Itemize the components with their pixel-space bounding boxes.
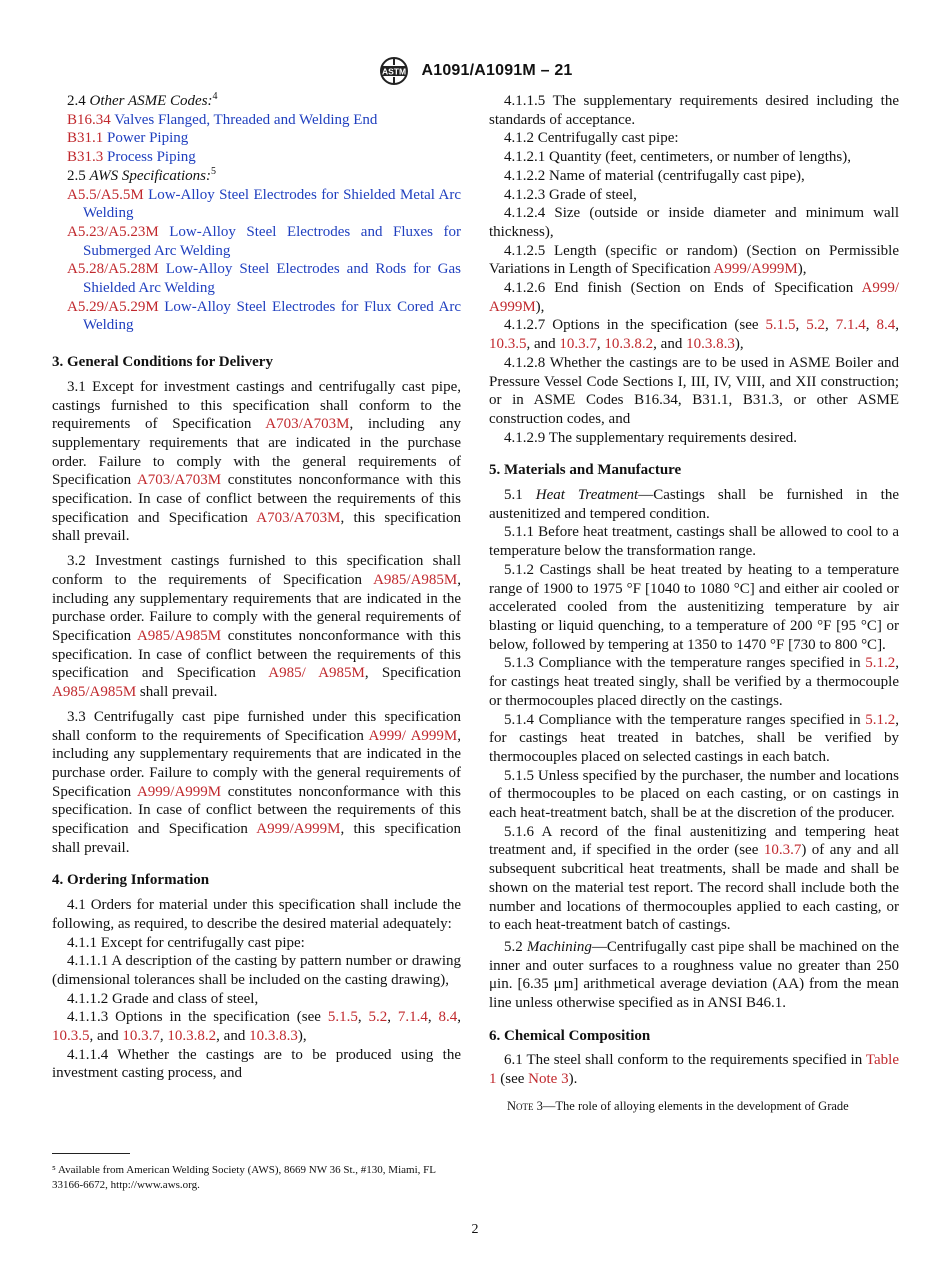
para-5-1: 5.1 Heat Treatment—Castings shall be furnished in the austenitized and tempered condition.: [489, 487, 899, 522]
para-5-1-5: 5.1.5 Unless specified by the purchaser, the number and locations of thermocouples to be placed on each casting, or on castings in each heat-treatment batch, shall be at the discretion of the producer.: [489, 767, 899, 822]
para-4-1-1-4: 4.1.1.4 Whether the castings are to be produced using the investment casting process, and: [52, 1046, 461, 1082]
footnote-5: ⁵ Available from American Welding Society (AWS), 8669 NW 36 St., #130, Miami, FL 33166-6672, http://www.aws.org.: [52, 1164, 436, 1191]
ref-a5-5[interactable]: A5.5/A5.5M Low-Alloy Steel Electrodes for Shielded Metal Arc Welding: [67, 186, 461, 222]
para-6-1: 6.1 The steel shall conform to the requirements specified in Table 1 (see Note 3).: [489, 1052, 899, 1088]
page-header: [0, 56, 950, 86]
link-a703[interactable]: A703/A703M: [265, 416, 350, 433]
link-a703[interactable]: A703/A703M: [256, 509, 341, 526]
link-a985[interactable]: A985/ A985M: [268, 665, 365, 682]
para-4-1-2: 4.1.2 Centrifugally cast pipe:: [504, 130, 679, 147]
link-5-2[interactable]: 5.2: [368, 1009, 388, 1026]
ref-a5-23[interactable]: A5.23/A5.23M Low-Alloy Steel Electrodes and Fluxes for Submerged Arc Welding: [67, 223, 462, 259]
link-5-1-5[interactable]: 5.1.5: [765, 317, 796, 334]
para-4-1-2-7: 4.1.2.7 Options in the specification (see 5.1.5, 5.2, 7.1.4, 8.4, 10.3.5, and 10.3.7, 10.3.8.2, and 10.3.8.3),: [489, 317, 900, 353]
link-a999[interactable]: A999/ A999M: [368, 727, 458, 744]
para-4-1-2-3: 4.1.2.3 Grade of steel,: [504, 186, 637, 203]
link-table-1[interactable]: Table 1: [489, 1052, 899, 1088]
para-4-1-2-5: 4.1.2.5 Length (specific or random) (Section on Permissible Variations in Length of Specification A999/A999M),: [489, 242, 899, 278]
link-10-3-7[interactable]: 10.3.7: [559, 336, 597, 353]
para-4-1-2-2: 4.1.2.2 Name of material (centrifugally cast pipe),: [504, 167, 805, 184]
standard-designation: A1091/A1091M – 21: [421, 62, 573, 79]
ref-b16-34[interactable]: B16.34 Valves Flanged, Threaded and Welding End: [67, 111, 378, 128]
link-10-3-5[interactable]: 10.3.5: [52, 1028, 90, 1045]
link-5-1-2[interactable]: 5.1.2: [865, 655, 896, 672]
para-4-1-2-9: 4.1.2.9 The supplementary requirements desired.: [504, 429, 797, 446]
left-column: [52, 92, 461, 1083]
footnote-divider: [52, 1153, 130, 1154]
para-4-1-1-3: 4.1.1.3 Options in the specification (see 5.1.5, 5.2, 7.1.4, 8.4, 10.3.5, and 10.3.7, 10.3.8.2, and 10.3.8.3),: [52, 1009, 462, 1045]
link-10-3-5[interactable]: 10.3.5: [489, 336, 527, 353]
svg-text:ASTM: ASTM: [382, 66, 407, 77]
para-5-1-2: 5.1.2 Castings shall be heat treated by heating to a temperature range of 1900 to 1975 °F [1040 to 1080 °C] and either air cooled or accelerated cooled from the austenitizing temperature by air blasting or liquid quenching, to a temperature of 200 °F [95 °C] or below, followed by tempering at 1350 to 1470 °F [730 to 800 °C].: [489, 561, 899, 653]
para-3-2: 3.2 Investment castings furnished to this specification shall conform to the requirements of Specification A985/A985M, including any supplementary requirements that are indicated in the purchase order. Failure to comply with the general requirements of Specification A985/A985M constitutes nonconformance with this specification. In case of conflict between the requirements of this specification and Specification A985/ A985M, Specification A985/A985M shall prevail.: [52, 553, 462, 701]
para-5-2: 5.2 Machining—Centrifugally cast pipe shall be machined on the inner and outer surfaces to a roughness value no greater than 250 μin. [6.35 μm] arithmetical average deviation (AA) from the mean line unless otherwise specified as in ANSI B46.1.: [489, 938, 899, 1012]
link-note-3[interactable]: Note 3: [528, 1071, 569, 1088]
link-a985[interactable]: A985/A985M: [373, 571, 458, 588]
section-2-5: 2.5 AWS Specifications:$^5$: [67, 165, 216, 184]
page-number: 2: [471, 1222, 479, 1237]
link-a703[interactable]: A703/A703M: [136, 472, 222, 489]
section-2-4: 2.4 Other ASME Codes:$^4$: [67, 91, 218, 109]
link-7-1-4[interactable]: 7.1.4: [397, 1009, 428, 1026]
para-3-1: 3.1 Except for investment castings and centrifugally cast pipe, castings furnished to this specification shall conform to the requirements of Specification A703/A703M, including any supplementary requirements that are indicated in the purchase order. Failure to comply with the general requirements of Specification A703/A703M constitutes nonconformance with this specification. In case of conflict between the requirements of this specification and Specification A703/A703M, this specification shall prevail.: [52, 378, 462, 545]
para-4-1-1-5: 4.1.1.5 The supplementary requirements desired including the standards of acceptance.: [489, 93, 899, 128]
para-4-1-2-1: 4.1.2.1 Quantity (feet, centimeters, or number of lengths),: [504, 149, 851, 166]
section-4-heading: 4. Ordering Information: [52, 872, 210, 889]
section-5-heading: 5. Materials and Manufacture: [489, 462, 682, 479]
para-5-1-1: 5.1.1 Before heat treatment, castings shall be allowed to cool to a temperature below the transformation range.: [489, 524, 899, 560]
right-column: [489, 92, 899, 1116]
link-10-3-8-3[interactable]: 10.3.8.3: [249, 1028, 298, 1045]
para-4-1-2-4: 4.1.2.4 Size (outside or inside diameter and minimum wall thickness),: [489, 205, 899, 240]
link-10-3-8-2[interactable]: 10.3.8.2: [604, 336, 654, 353]
link-5-2[interactable]: 5.2: [806, 317, 826, 334]
para-4-1-1-1: 4.1.1.1 A description of the casting by pattern number or drawing (dimensional tolerances shall be included on the casting drawing),: [52, 953, 461, 988]
link-a999[interactable]: A999/A999M: [713, 261, 798, 278]
link-10-3-8-2[interactable]: 10.3.8.2: [167, 1028, 217, 1045]
para-4-1-1: 4.1.1 Except for centrifugally cast pipe:: [67, 934, 305, 951]
para-5-1-6: 5.1.6 A record of the final austenitizing and tempering heat treatment and, if specified in the order (see 10.3.7) of any and all subsequent subcritical heat treatments, shall be made and shall be shown on the material test report. The record shall include both the number and locations of thermocouples applied to each casting, or to each heat-treatment batch of castings.: [489, 823, 899, 934]
ref-a5-29[interactable]: A5.29/A5.29M Low-Alloy Steel Electrodes for Flux Cored Arc Welding: [67, 298, 461, 334]
link-8-4[interactable]: 8.4: [438, 1009, 458, 1026]
link-a985[interactable]: A985/A985M: [136, 627, 222, 644]
link-a999[interactable]: A999/A999M: [256, 821, 341, 838]
astm-logo-icon: [377, 56, 411, 86]
ref-a5-28[interactable]: A5.28/A5.28M Low-Alloy Steel Electrodes and Rods for Gas Shielded Arc Welding: [67, 261, 461, 297]
ref-b31-3[interactable]: B31.3 Process Piping: [67, 149, 196, 166]
note-3: Note 3—The role of alloying elements in the development of Grade: [507, 1098, 849, 1113]
link-8-4[interactable]: 8.4: [876, 317, 896, 334]
para-4-1-1-2: 4.1.1.2 Grade and class of steel,: [67, 990, 259, 1007]
para-4-1: 4.1 Orders for material under this specification shall include the following, as required, to describe the desired material adequately:: [52, 897, 461, 932]
para-4-1-2-6: 4.1.2.6 End finish (Section on Ends of Specification A999/ A999M),: [489, 280, 899, 315]
link-10-3-7[interactable]: 10.3.7: [122, 1028, 160, 1045]
section-3-heading: 3. General Conditions for Delivery: [52, 354, 273, 371]
para-5-1-3: 5.1.3 Compliance with the temperature ranges specified in 5.1.2, for castings heat treated singly, shall be verified by a thermocouple or thermocouples placed directly on the castings.: [489, 655, 899, 709]
link-10-3-7[interactable]: 10.3.7: [763, 842, 802, 859]
para-3-3: 3.3 Centrifugally cast pipe furnished under this specification shall conform to the requirements of Specification A999/ A999M, including any supplementary requirements that are indicated in the purchase order. Failure to comply with the general requirements of Specification A999/A999M constitutes nonconformance with this specification. In case of conflict between the requirements of this specification and Specification A999/A999M, this specification shall prevail.: [52, 708, 462, 856]
section-6-heading: 6. Chemical Composition: [489, 1027, 651, 1044]
link-5-1-5[interactable]: 5.1.5: [327, 1009, 358, 1026]
link-a999[interactable]: A999/ A999M: [489, 280, 899, 315]
link-10-3-8-3[interactable]: 10.3.8.3: [686, 336, 735, 353]
link-a985[interactable]: A985/A985M: [52, 684, 137, 701]
para-5-1-4: 5.1.4 Compliance with the temperature ranges specified in 5.1.2, for castings heat treated in batches, shall be verified by thermocouples placed on selected castings in each batch.: [489, 711, 899, 765]
link-5-1-2[interactable]: 5.1.2: [865, 711, 896, 728]
link-a999[interactable]: A999/A999M: [136, 783, 222, 800]
ref-b31-1[interactable]: B31.1 Power Piping: [67, 130, 189, 147]
para-4-1-2-8: 4.1.2.8 Whether the castings are to be used in ASME Boiler and Pressure Vessel Code Sections I, III, IV, VIII, and XII construction; or in ASME Codes B16.34, B31.1, B31.3, or other ASME construction codes, and: [489, 354, 899, 427]
link-7-1-4[interactable]: 7.1.4: [835, 317, 866, 334]
